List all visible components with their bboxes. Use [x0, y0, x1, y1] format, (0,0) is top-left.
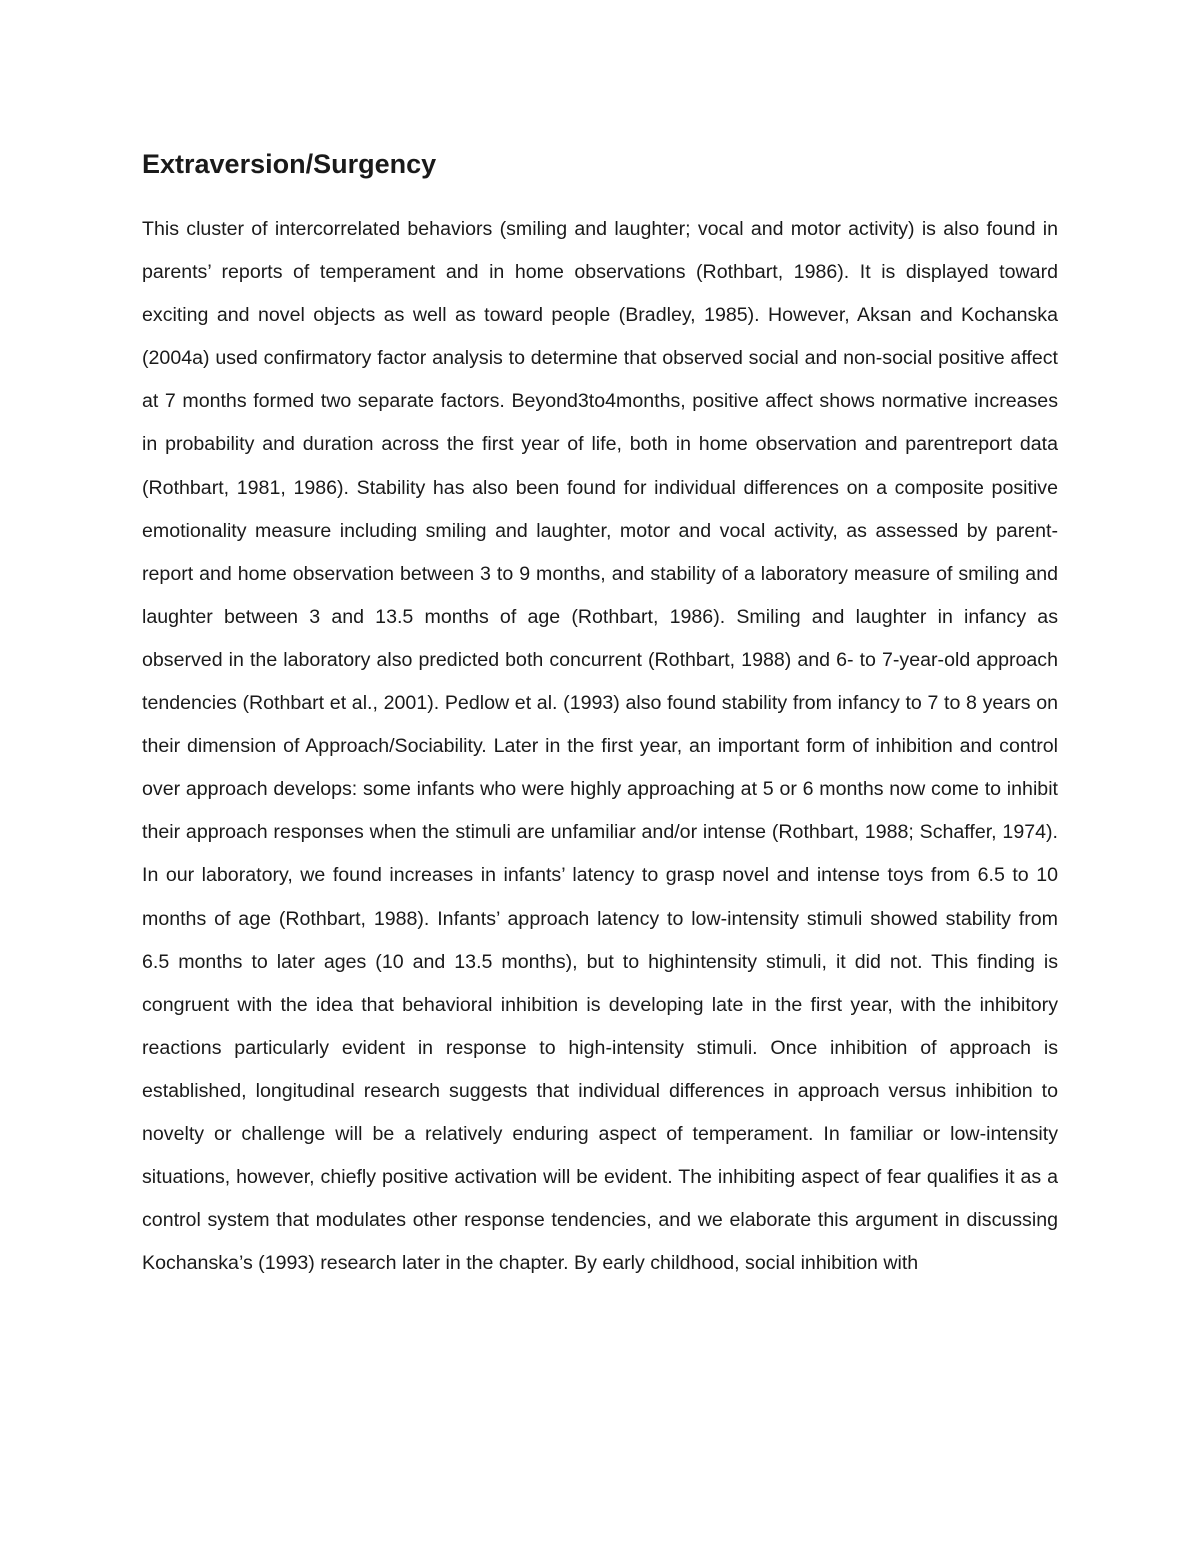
body-paragraph: This cluster of intercorrelated behaviors (smiling and laughter; vocal and motor activity) is also found in parents’ reports of temperament and in home observations (Rothbart, 1986). It is displayed toward exciting and novel objects as well as toward people (Bradley, 1985). However, Aksan and Kochanska (2004a) used confirmatory factor analysis to determine that observed social and non-social positive affect at 7 months formed two separate factors. Beyond3to4months, positive affect shows normative increases in probability and duration across the first year of life, both in home observation and parentreport data (Rothbart, 1981, 1986). Stability has also been found for individual differences on a composite positive emotionality measure including smiling and laughter, motor and vocal activity, as assessed by parent-report and home observation between 3 to 9 months, and stability of a laboratory measure of smiling and laughter between 3 and 13.5 months of age (Rothbart, 1986). Smiling and laughter in infancy as observed in the laboratory also predicted both concurrent (Rothbart, 1988) and 6- to 7-year-old approach tendencies (Rothbart et al., 2001). Pedlow et al. (1993) also found stability from infancy to 7 to 8 years on their dimension of Approach/Sociability. Later in the first year, an important form of inhibition and control over approach develops: some infants who were highly approaching at 5 or 6 months now come to inhibit their approach responses when the stimuli are unfamiliar and/or intense (Rothbart, 1988; Schaffer, 1974). In our laboratory, we found increases in infants’ latency to grasp novel and intense toys from 6.5 to 10 months of age (Rothbart, 1988). Infants’ approach latency to low-intensity stimuli showed stability from 6.5 months to later ages (10 and 13.5 months), but to highintensity stimuli, it did not. This finding is congruent with the idea that behavioral inhibition is developing late in the first year, with the inhibitory reactions particularly evident in response to high-intensity stimuli. Once inhibition of approach is established, longitudinal research suggests that individual differences in approach versus inhibition to novelty or challenge will be a relatively enduring aspect of temperament. In familiar or low-intensity situations, however, chiefly positive activation will be evident. The inhibiting aspect of fear qualifies it as a control system that modulates other response tendencies, and we elaborate this argument in discussing Kochanska’s (1993) research later in the chapter. By early childhood, social inhibition with: [142, 218, 1058, 1275]
section-heading: Extraversion/Surgency: [142, 149, 437, 179]
